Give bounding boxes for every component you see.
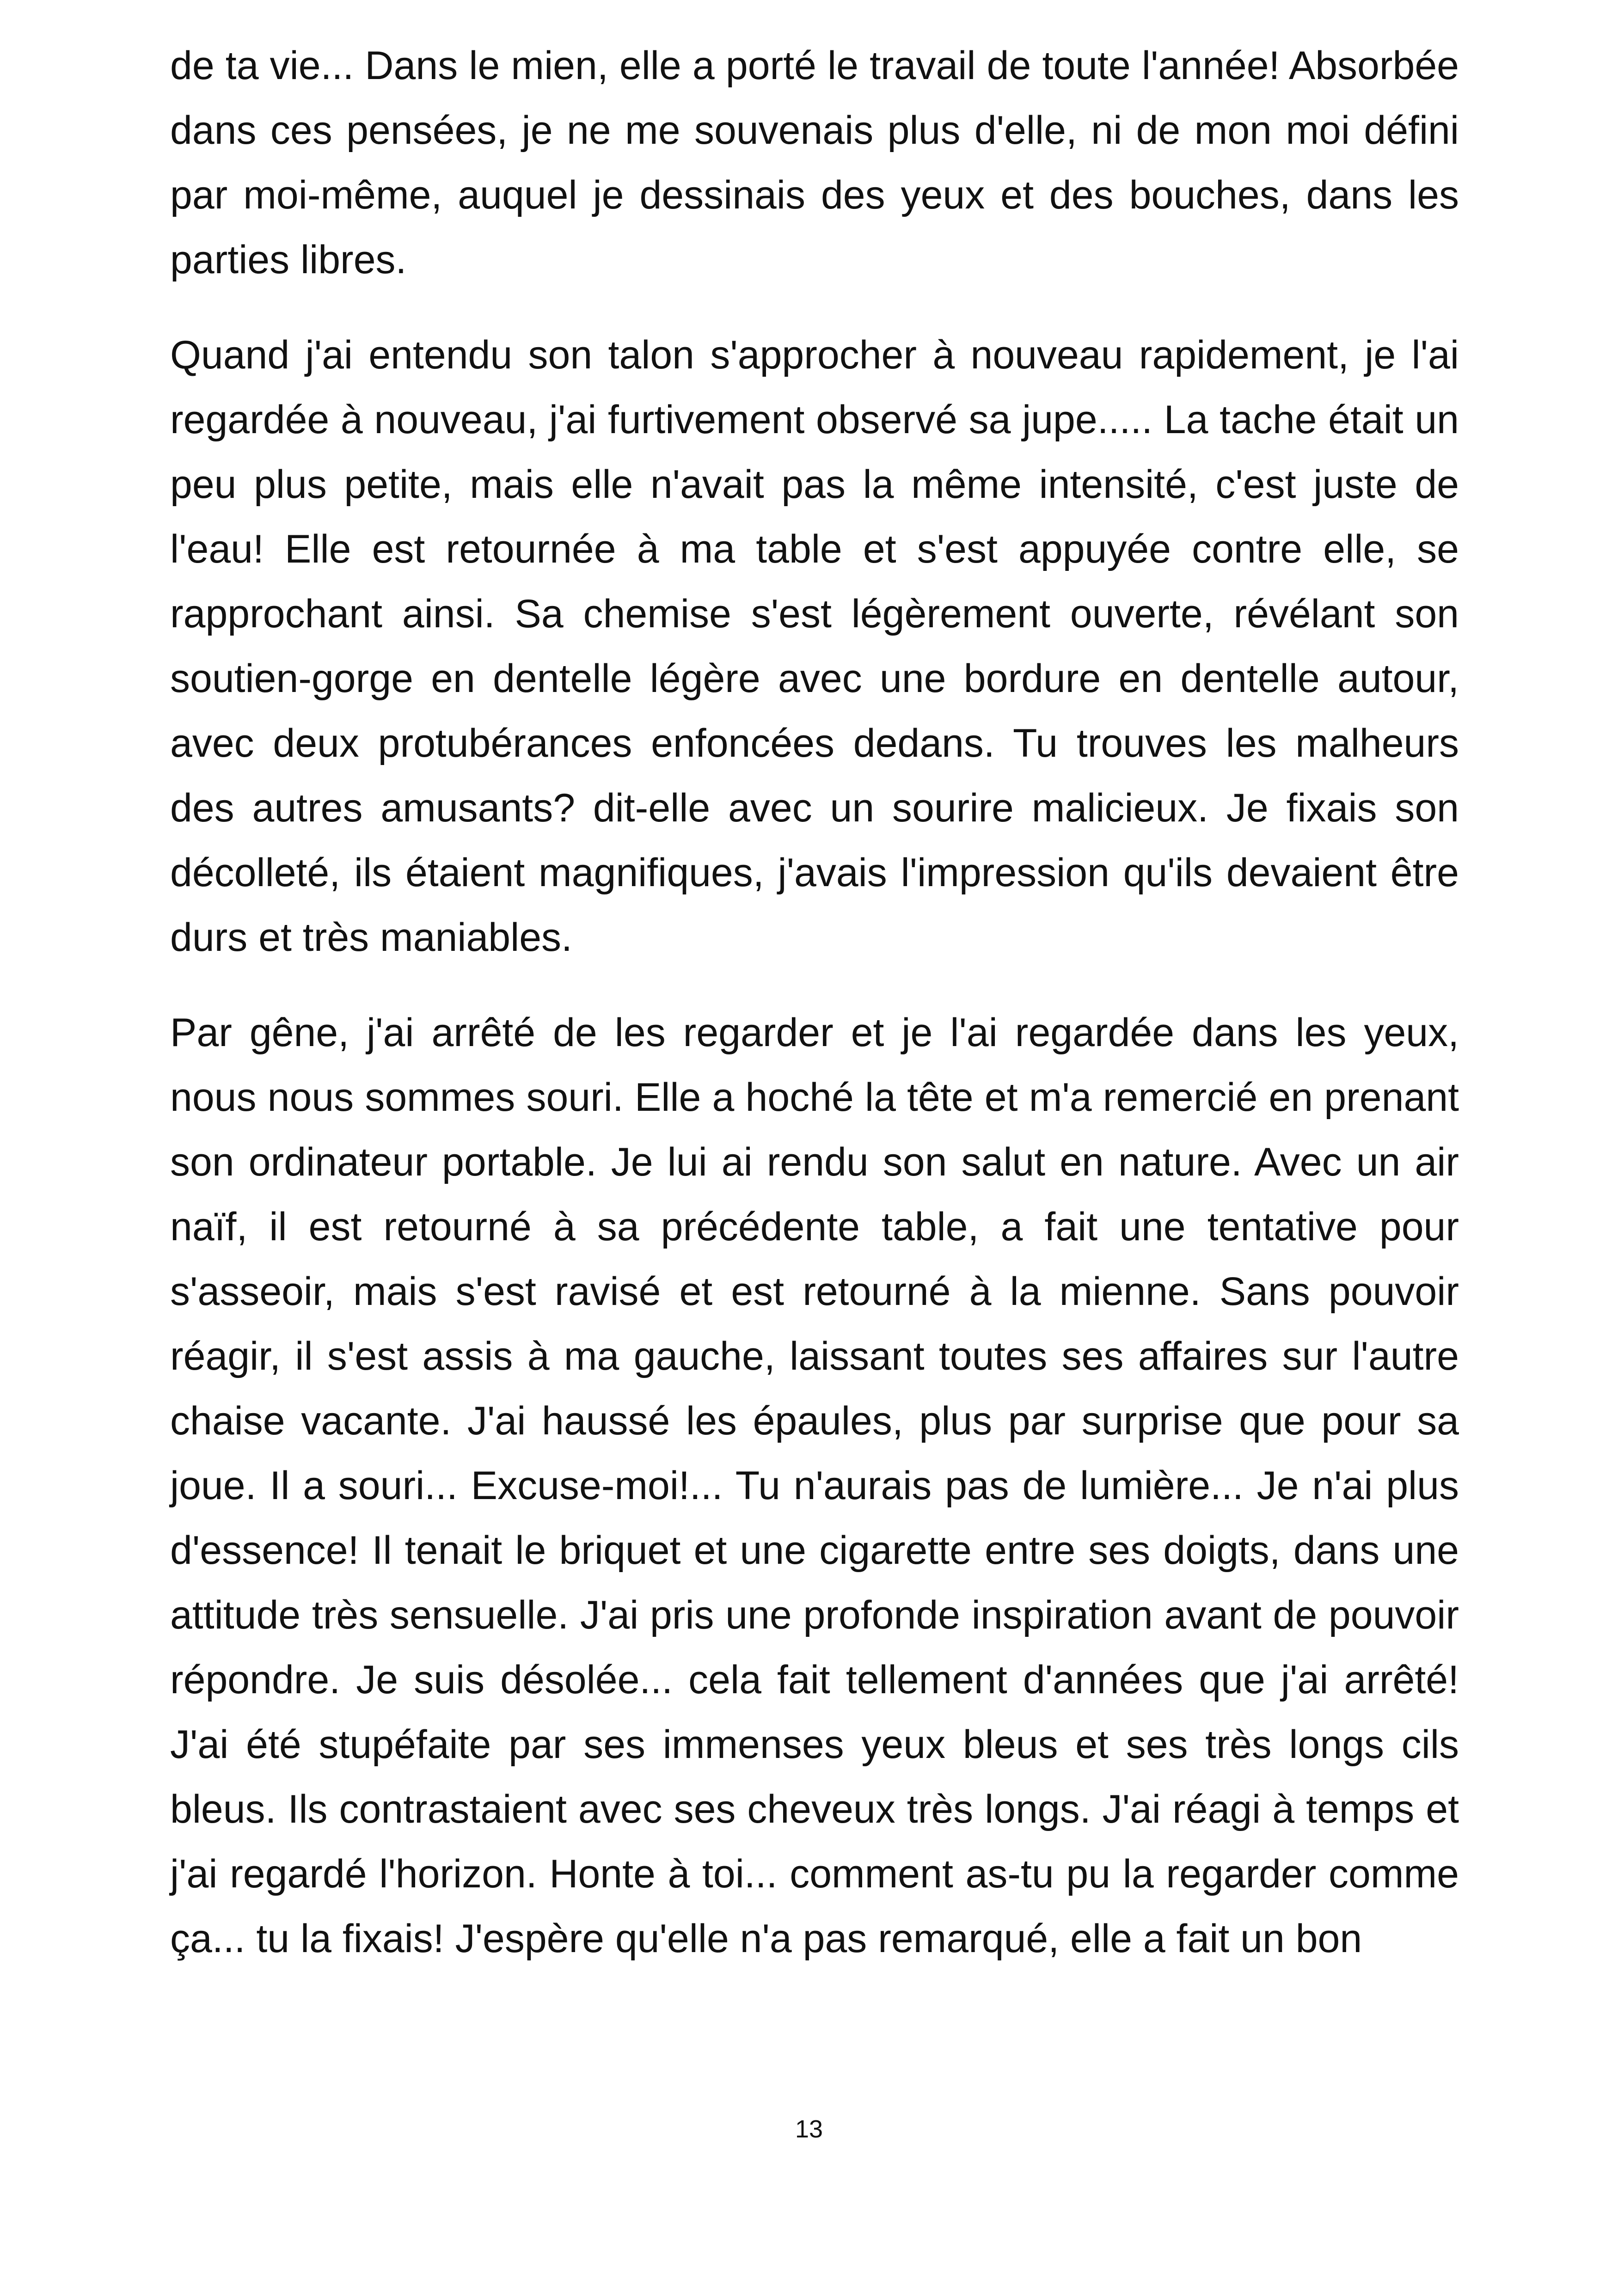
paragraph-1: de ta vie... Dans le mien, elle a porté le travail de toute l'année! Absorbée dans ces pensées, je ne me souvenais plus d'elle, ni de mon moi défini par moi-même, auquel je dessinais des yeux et des bouches, dans les parties libres. (170, 43, 1459, 282)
paragraph-2: Quand j'ai entendu son talon s'approcher à nouveau rapidement, je l'ai regardée à nouveau, j'ai furtivement observé sa jupe..... La tache était un peu plus petite, mais elle n'avait pas la même intensité, c'est juste de l'eau! Elle est retournée à ma table et s'est appuyée contre elle, se rapprochant ainsi. Sa chemise s'est légèrement ouverte, révélant son soutien-gorge en dentelle légère avec une bordure en dentelle autour, avec deux protubérances enfoncées dedans. Tu trouves les malheurs des autres amusants? dit-elle avec un sourire malicieux. Je fixais son décolleté, ils étaient magnifiques, j'avais l'impression qu'ils devaient être durs et très maniables. (170, 333, 1459, 960)
page-number: 13 (795, 2115, 823, 2143)
paragraph-3: Par gêne, j'ai arrêté de les regarder et je l'ai regardée dans les yeux, nous nous sommes souri. Elle a hoché la tête et m'a remercié en prenant son ordinateur portable. Je lui ai rendu son salut en nature. Avec un air naïf, il est retourné à sa précédente table, a fait une tentative pour s'asseoir, mais s'est ravisé et est retourné à la mienne. Sans pouvoir réagir, il s'est assis à ma gauche, laissant toutes ses affaires sur l'autre chaise vacante. J'ai haussé les épaules, plus par surprise que pour sa joue. Il a souri... Excuse-moi!... Tu n'aurais pas de lumière... Je n'ai plus d'essence! Il tenait le briquet et une cigarette entre ses doigts, dans une attitude très sensuelle. J'ai pris une profonde inspiration avant de pouvoir répondre. Je suis désolée... cela fait tellement d'années que j'ai arrêté! J'ai été stupéfaite par ses immenses yeux bleus et ses très longs cils bleus. Ils contrastaient avec ses cheveux très longs. J'ai réagi à temps et j'ai regardé l'horizon. Honte à toi... comment as-tu pu la regarder comme ça... tu la fixais! J'espère qu'elle n'a pas remarqué, elle a fait un bon (170, 1010, 1459, 1961)
body-text (170, 33, 1459, 2002)
